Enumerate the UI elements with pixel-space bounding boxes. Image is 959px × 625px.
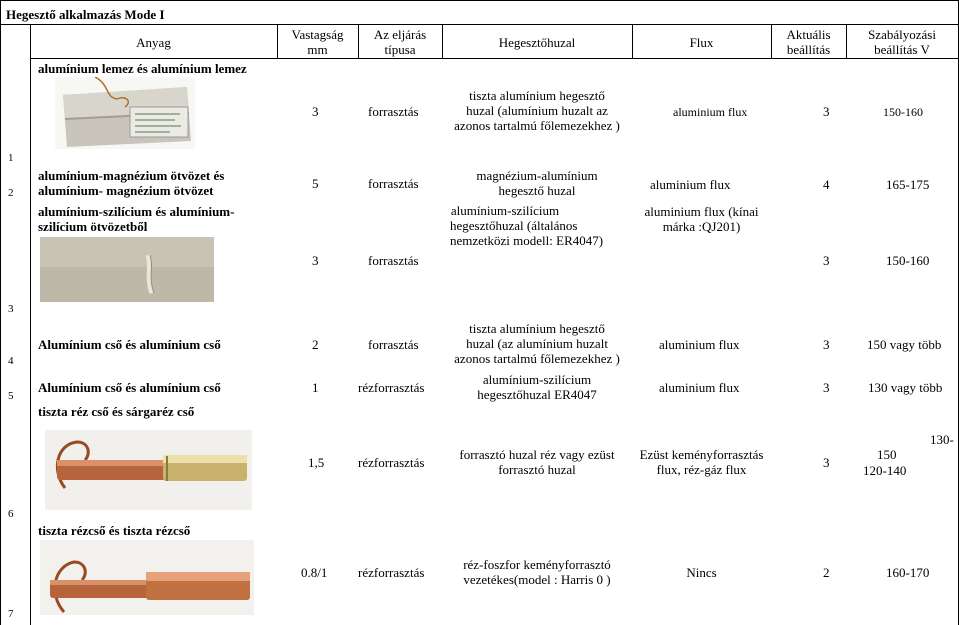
- r4-vastagsag: 2: [312, 337, 319, 352]
- header-eljaras: [358, 27, 442, 57]
- r5-huzal-line2: hegesztőhuzal ER4047: [477, 387, 597, 402]
- r3-huzal: [450, 203, 632, 248]
- r2-huzal-line2: hegesztő huzal: [498, 183, 576, 198]
- r6-vastagsag: 1,5: [308, 455, 325, 470]
- grid-line-title-bottom: [0, 24, 959, 25]
- r4-huzal-line3: azonos tartalmú főlemezekhez ): [454, 351, 620, 366]
- r1-flux: aluminium flux: [673, 105, 748, 119]
- r5-eljaras: rézforrasztás: [358, 380, 425, 395]
- r7-eljaras: rézforrasztás: [358, 565, 425, 580]
- r4-eljaras: forrasztás: [368, 337, 419, 352]
- photo-copper-brass-tube: [45, 430, 252, 510]
- r3-aktualis: 3: [823, 253, 830, 268]
- r7-huzal: [442, 557, 632, 587]
- r3-anyag-line1: alumínium-szilícium és alumínium-: [38, 204, 235, 219]
- header-aktualis: [771, 27, 846, 57]
- row-number-6: 6: [8, 508, 14, 520]
- photo-aluminium-silicon-sheet: [40, 237, 214, 302]
- grid-line-header-bottom: [30, 58, 959, 59]
- header-huzal: Hegesztőhuzal: [498, 35, 576, 50]
- r7-szabalyozasi: 160-170: [886, 565, 930, 580]
- r7-flux: Nincs: [686, 565, 717, 580]
- header-eljaras-line2: típusa: [384, 42, 416, 57]
- header-vastagsag-line2: mm: [307, 42, 328, 57]
- r6-szabalyozasi-line3: 120-140: [863, 463, 907, 478]
- header-anyag: Anyag: [136, 35, 171, 50]
- r1-eljaras: forrasztás: [368, 104, 419, 119]
- r2-eljaras: forrasztás: [368, 176, 419, 191]
- r5-anyag: Alumínium cső és alumínium cső: [38, 380, 221, 395]
- grid-line-rownum: [30, 24, 31, 625]
- r6-anyag: tiszta réz cső és sárgaréz cső: [38, 404, 195, 419]
- r6-flux: [632, 447, 771, 477]
- r3-flux: [632, 204, 771, 234]
- r4-huzal: [442, 321, 632, 366]
- r3-vastagsag: 3: [312, 253, 319, 268]
- r6-flux-line1: Ezüst keményforrasztás: [639, 447, 764, 462]
- r6-eljaras: rézforrasztás: [358, 455, 425, 470]
- r3-huzal-line2: hegesztőhuzal (általános: [450, 218, 578, 233]
- r2-szabalyozasi: 165-175: [886, 177, 930, 192]
- r3-huzal-line1: alumínium-szilícium: [450, 203, 560, 218]
- r7-aktualis: 2: [823, 565, 830, 580]
- r7-huzal-line1: réz-foszfor keményforrasztó: [463, 557, 611, 572]
- grid-line-top: [0, 0, 959, 1]
- header-aktualis-line2: beállítás: [786, 42, 831, 57]
- row-number-3: 3: [8, 303, 14, 315]
- r3-eljaras: forrasztás: [368, 253, 419, 268]
- r6-huzal: [442, 447, 632, 477]
- r4-flux: aluminium flux: [659, 337, 740, 352]
- r4-huzal-line1: tiszta alumínium hegesztő: [469, 321, 605, 336]
- r3-anyag: [38, 204, 234, 234]
- header-szabalyozasi: [846, 27, 958, 57]
- r5-vastagsag: 1: [312, 380, 319, 395]
- header-vastagsag-line1: Vastagság: [291, 27, 344, 42]
- row-number-1: 1: [8, 152, 14, 164]
- r1-huzal: [442, 88, 632, 133]
- row-number-2: 2: [8, 187, 14, 199]
- r2-flux: aluminium flux: [650, 177, 731, 192]
- header-aktualis-line1: Aktuális: [786, 27, 831, 42]
- header-szabalyozasi-line1: Szabályozási: [868, 27, 936, 42]
- r7-vastagsag: 0.8/1: [301, 565, 328, 580]
- r1-vastagsag: 3: [312, 104, 319, 119]
- r1-aktualis: 3: [823, 104, 830, 119]
- r2-anyag-line2: alumínium- magnézium ötvözet: [38, 183, 214, 198]
- r1-huzal-line3: azonos tartalmú főlemezekhez ): [454, 118, 620, 133]
- photo-aluminium-sheet: [55, 77, 195, 149]
- r2-anyag: [38, 168, 224, 198]
- row-number-4: 4: [8, 355, 14, 367]
- r4-anyag: Alumínium cső és alumínium cső: [38, 337, 221, 352]
- document-title: Hegesztő alkalmazás Mode I: [6, 7, 165, 22]
- r2-vastagsag: 5: [312, 176, 319, 191]
- r1-huzal-line2: huzal (alumínium huzalt az: [466, 103, 608, 118]
- r1-szabalyozasi: 150-160: [883, 105, 923, 119]
- r4-huzal-line2: huzal (az alumínium huzalt: [466, 336, 608, 351]
- r2-huzal: [442, 168, 632, 198]
- r7-huzal-line2: vezetékes(model : Harris 0 ): [463, 572, 611, 587]
- r2-anyag-line1: alumínium-magnézium ötvözet és: [38, 168, 225, 183]
- r3-flux-line1: aluminium flux (kínai: [644, 204, 759, 219]
- r6-szabalyozasi-line2: 150: [877, 447, 897, 462]
- r6-huzal-line1: forrasztó huzal réz vagy ezüst: [459, 447, 615, 462]
- r6-flux-line2: flux, réz-gáz flux: [656, 462, 747, 477]
- r1-huzal-line1: tiszta alumínium hegesztő: [469, 88, 605, 103]
- r6-szabalyozasi-line1: 130-: [930, 432, 954, 447]
- r5-huzal: [442, 372, 632, 402]
- header-vastagsag: [277, 27, 358, 57]
- row-number-5: 5: [8, 390, 14, 402]
- r1-anyag: alumínium lemez és alumínium lemez: [38, 61, 247, 76]
- header-eljaras-line1: Az eljárás: [373, 27, 427, 42]
- r4-szabalyozasi: 150 vagy több: [867, 337, 942, 352]
- r5-aktualis: 3: [823, 380, 830, 395]
- r2-aktualis: 4: [823, 177, 830, 192]
- r3-huzal-line3: nemzetközi modell: ER4047): [450, 233, 604, 248]
- r6-aktualis: 3: [823, 455, 830, 470]
- r3-flux-line2: márka :QJ201): [662, 219, 741, 234]
- r3-szabalyozasi: 150-160: [886, 253, 930, 268]
- photo-copper-tube: [40, 540, 254, 615]
- r2-huzal-line1: magnézium-alumínium: [476, 168, 598, 183]
- r3-anyag-line2: szilícium ötvözetből: [38, 219, 148, 234]
- r5-flux: aluminium flux: [659, 380, 740, 395]
- r4-aktualis: 3: [823, 337, 830, 352]
- header-flux: Flux: [689, 35, 714, 50]
- row-number-7: 7: [8, 608, 14, 620]
- r7-anyag: tiszta rézcső és tiszta rézcső: [38, 523, 191, 538]
- r5-huzal-line1: alumínium-szilícium: [482, 372, 592, 387]
- grid-line-left: [0, 0, 1, 625]
- header-szabalyozasi-line2: beállítás V: [874, 42, 930, 57]
- r6-huzal-line2: forrasztó huzal: [498, 462, 576, 477]
- r5-szabalyozasi: 130 vagy több: [868, 380, 943, 395]
